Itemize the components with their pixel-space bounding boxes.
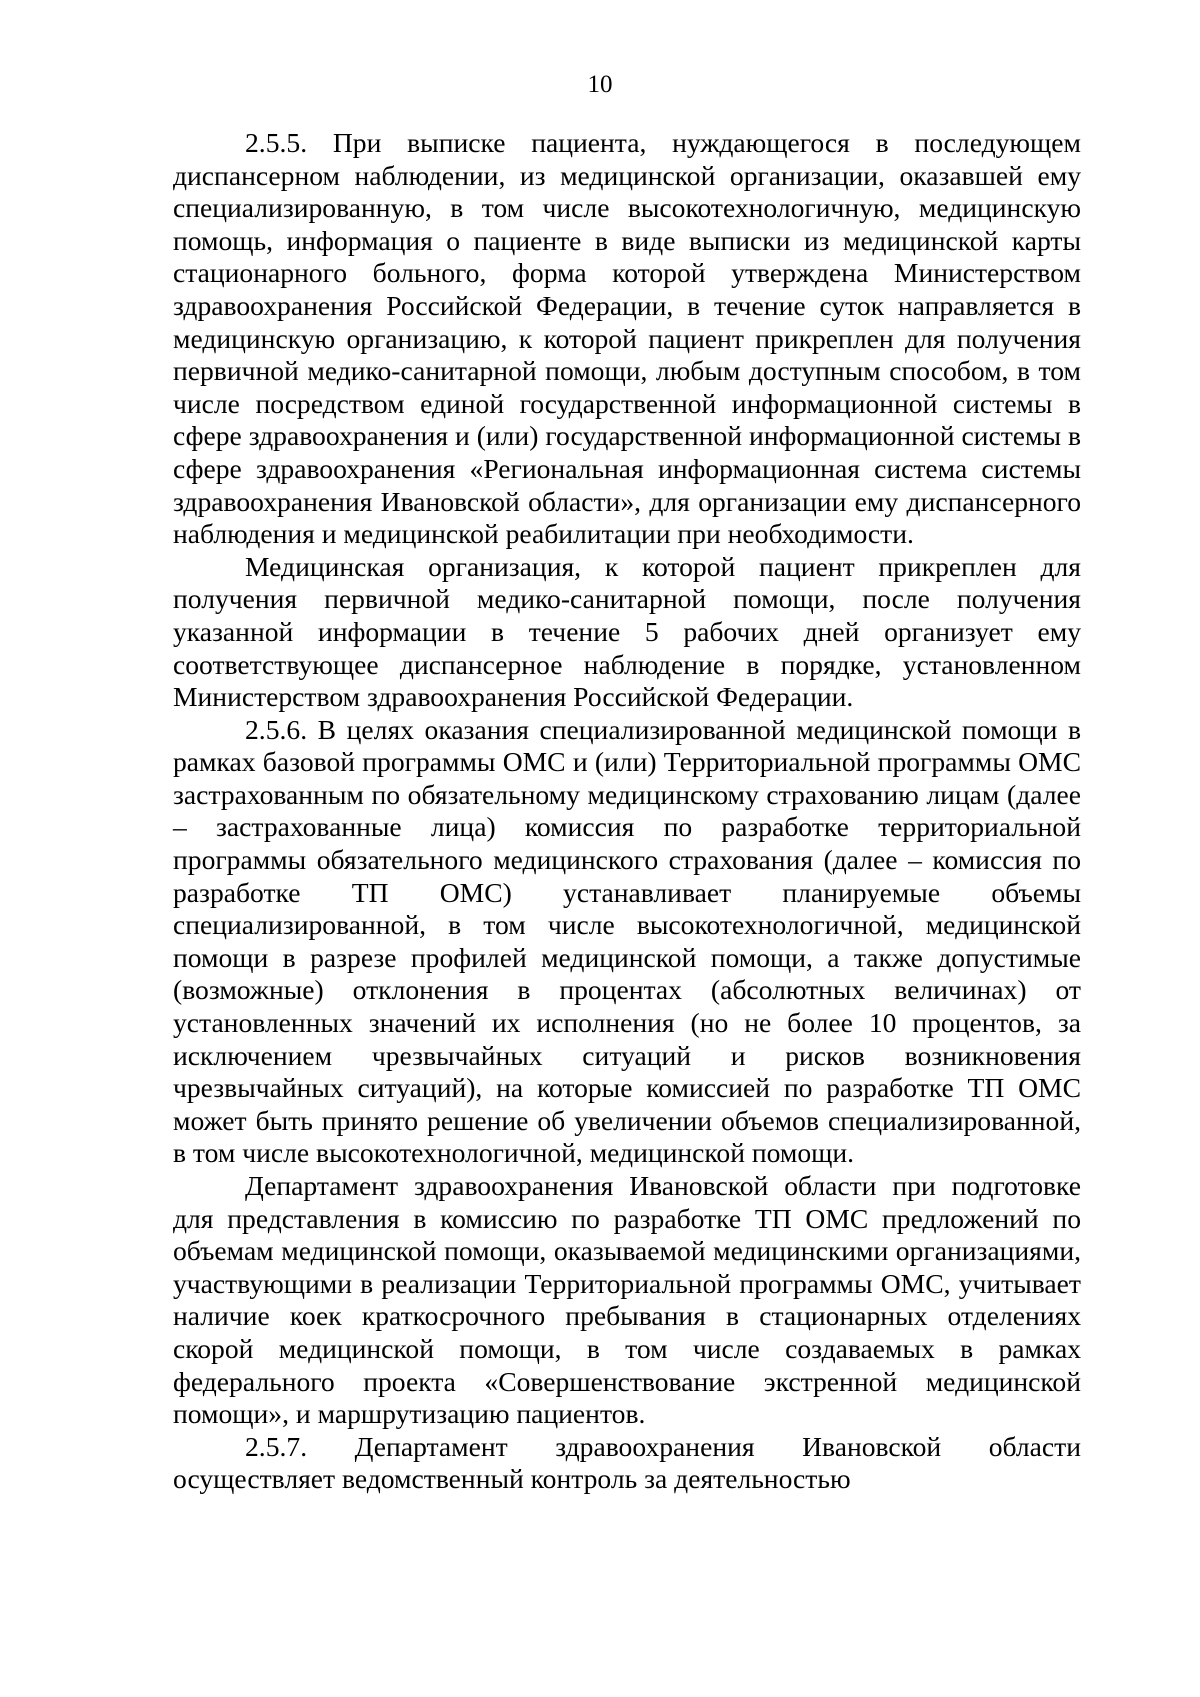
document-body	[173, 127, 1081, 1496]
paragraph-2-5-6: 2.5.6. В целях оказания специализированной медицинской помощи в рамках базовой программы ОМС и (или) Территориальной программы ОМС застрахованным по обязательному медицинскому страхованию лицам (далее – застрахованные лица) комиссия по разработке территориальной программы обязательного медицинского страхования (далее – комиссия по разработке ТП ОМС) устанавливает планируемые объемы специализированной, в том числе высокотехнологичной, медицинской помощи в разрезе профилей медицинской помощи, а также допустимые (возможные) отклонения в процентах (абсолютных величинах) от установленных значений их исполнения (но не более 10 процентов, за исключением чрезвычайных ситуаций и рисков возникновения чрезвычайных ситуаций), на которые комиссией по разработке ТП ОМС может быть принято решение об увеличении объемов специализированной, в том числе высокотехнологичной, медицинской помощи.	[173, 713, 1081, 1169]
paragraph-medical-organization: Медицинская организация, к которой пациент прикреплен для получения первичной медико-санитарной помощи, после получения указанной информации в течение 5 рабочих дней организует ему соответствующее диспансерное наблюдение в порядке, установленном Министерством здравоохранения Российской Федерации.	[173, 550, 1081, 713]
paragraph-2-5-5: 2.5.5. При выписке пациента, нуждающегося в последующем диспансерном наблюдении, из медицинской организации, оказавшей ему специализированную, в том числе высокотехнологичную, медицинскую помощь, информация о пациенте в виде выписки из медицинской карты стационарного больного, форма которой утверждена Министерством здравоохранения Российской Федерации, в течение суток направляется в медицинскую организацию, к которой пациент прикреплен для получения первичной медико-санитарной помощи, любым доступным способом, в том числе посредством единой государственной информационной системы в сфере здравоохранения и (или) государственной информационной системы в сфере здравоохранения «Региональная информационная система системы здравоохранения Ивановской области», для организации ему диспансерного наблюдения и медицинской реабилитации при необходимости.	[173, 127, 1081, 550]
paragraph-department-proposals: Департамент здравоохранения Ивановской области при подготовке для представления в комиссию по разработке ТП ОМС предложений по объемам медицинской помощи, оказываемой медицинскими организациями, участвующими в реализации Территориальной программы ОМС, учитывает наличие коек краткосрочного пребывания в стационарных отделениях скорой медицинской помощи, в том числе создаваемых в рамках федерального проекта «Совершенствование экстренной медицинской помощи», и маршрутизацию пациентов.	[173, 1170, 1081, 1430]
page-number: 10	[587, 71, 613, 98]
paragraph-2-5-7: 2.5.7. Департамент здравоохранения Ивановской области осуществляет ведомственный контроль за деятельностью	[173, 1430, 1081, 1495]
